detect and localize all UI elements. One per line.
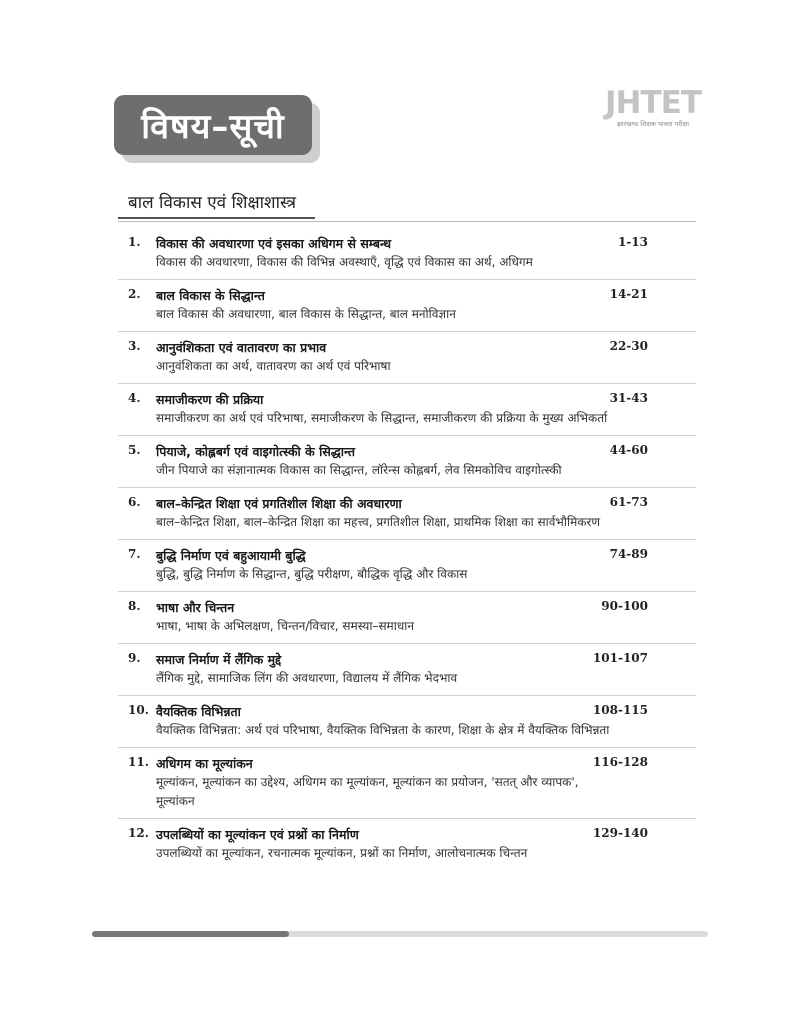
entry-title[interactable]: विकास की अवधारणा एवं इसका अधिगम से सम्बन्ध <box>156 236 392 251</box>
entry-description: आनुवंशिकता का अर्थ, वातावरण का अर्थ एवं परिभाषा <box>156 359 391 373</box>
entry-number: 3. <box>128 339 141 353</box>
entry-title[interactable]: बाल–केन्द्रित शिक्षा एवं प्रगतिशील शिक्षा की अवधारणा <box>156 496 402 511</box>
toc-entry-1[interactable] <box>118 228 696 280</box>
jhtet-logo <box>598 86 708 128</box>
entry-number: 4. <box>128 391 141 405</box>
entry-number: 5. <box>128 443 141 457</box>
entry-title[interactable]: बुद्धि निर्माण एवं बहुआयामी बुद्धि <box>156 548 306 563</box>
toc-entry-10[interactable] <box>118 696 696 748</box>
entry-title[interactable]: समाजीकरण की प्रक्रिया <box>156 392 264 407</box>
entry-title[interactable]: वैयक्तिक विभिन्नता <box>156 704 241 719</box>
entry-pages: 90-100 <box>601 599 648 613</box>
entry-title[interactable]: बाल विकास के सिद्धान्त <box>156 288 265 303</box>
toc-entry-2[interactable] <box>118 280 696 332</box>
toc-entry-8[interactable] <box>118 592 696 644</box>
entry-description: समाजीकरण का अर्थ एवं परिभाषा, समाजीकरण के सिद्धान्त, समाजीकरण की प्रक्रिया के मुख्य अभिकर्ता <box>156 411 608 425</box>
entry-description: उपलब्धियों का मूल्यांकन, रचनात्मक मूल्यांकन, प्रश्नों का निर्माण, आलोचनात्मक चिन्तन <box>156 846 528 860</box>
entry-title[interactable]: समाज निर्माण में लैंगिक मुद्दे <box>156 652 282 667</box>
section-underline <box>118 217 315 219</box>
entry-pages: 44-60 <box>609 443 648 457</box>
toc-entry-11[interactable] <box>118 748 696 819</box>
entry-description: विकास की अवधारणा, विकास की विभिन्न अवस्थाएँ, वृद्धि एवं विकास का अर्थ, अधिगम <box>156 255 533 269</box>
page-progress-bar <box>92 931 708 937</box>
entry-title[interactable]: उपलब्धियों का मूल्यांकन एवं प्रश्नों का निर्माण <box>156 827 359 842</box>
entry-pages: 1-13 <box>617 235 648 249</box>
entry-description: लैंगिक मुद्दे, सामाजिक लिंग की अवधारणा, विद्यालय में लैंगिक भेदभाव <box>156 671 458 685</box>
entry-number: 7. <box>128 547 141 561</box>
toc-entry-9[interactable] <box>118 644 696 696</box>
entry-description: जीन पियाजे का संज्ञानात्मक विकास का सिद्धान्त, लॉरेन्स कोह्लबर्ग, लेव सिमकोविच वाइगोत्स्की <box>156 463 562 477</box>
entry-title[interactable]: भाषा और चिन्तन <box>156 600 235 615</box>
toc-entry-5[interactable] <box>118 436 696 488</box>
entry-description: मूल्यांकन, मूल्यांकन का उद्देश्य, अधिगम का मूल्यांकन, मूल्यांकन का प्रयोजन, 'सतत् और व्यापक', मूल्यांकन <box>156 775 579 808</box>
entry-pages: 101-107 <box>592 651 648 665</box>
entry-pages: 74-89 <box>609 547 648 561</box>
entry-number: 2. <box>128 287 141 301</box>
entry-number: 9. <box>128 651 141 665</box>
entry-number: 6. <box>128 495 141 509</box>
entry-pages: 129-140 <box>592 826 648 840</box>
page-progress-fill <box>92 931 289 937</box>
entry-pages: 108-115 <box>592 703 648 717</box>
entry-description: बाल–केन्द्रित शिक्षा, बाल–केन्द्रित शिक्षा का महत्त्व, प्रगतिशील शिक्षा, प्राथमिक शिक्षा का सार्वभौमिकरण <box>156 515 601 529</box>
table-of-contents <box>118 228 696 870</box>
section-divider <box>118 221 696 222</box>
toc-entry-6[interactable] <box>118 488 696 540</box>
toc-entry-12[interactable] <box>118 819 696 870</box>
entry-pages: 61-73 <box>609 495 648 509</box>
entry-number: 12. <box>128 826 149 840</box>
entry-pages: 116-128 <box>592 755 648 769</box>
section-heading: बाल विकास एवं शिक्षाशास्त्र <box>128 193 297 213</box>
entry-title[interactable]: पियाजे, कोह्लबर्ग एवं वाइगोत्स्की के सिद्धान्त <box>156 444 355 459</box>
entry-number: 10. <box>128 703 149 717</box>
entry-number: 8. <box>128 599 141 613</box>
entry-pages: 22-30 <box>609 339 648 353</box>
toc-entry-7[interactable] <box>118 540 696 592</box>
entry-description: बाल विकास की अवधारणा, बाल विकास के सिद्धान्त, बाल मनोविज्ञान <box>156 307 456 321</box>
entry-number: 1. <box>128 235 141 249</box>
entry-pages: 31-43 <box>609 391 648 405</box>
entry-description: वैयक्तिक विभिन्नता: अर्थ एवं परिभाषा, वैयक्तिक विभिन्नता के कारण, शिक्षा के क्षेत्र में वैयक्तिक विभिन्नता <box>156 723 610 737</box>
entry-description: भाषा, भाषा के अभिलक्षण, चिन्तन/विचार, समस्या–समाधान <box>156 619 414 633</box>
page-title: विषय–सूची <box>114 95 312 155</box>
logo-subtext: झारखण्ड शिक्षक पात्रता परीक्षा <box>617 120 689 128</box>
entry-description: बुद्धि, बुद्धि निर्माण के सिद्धान्त, बुद्धि परीक्षण, बौद्धिक वृद्धि और विकास <box>156 567 468 581</box>
entry-title[interactable]: अधिगम का मूल्यांकन <box>156 756 253 771</box>
toc-entry-4[interactable] <box>118 384 696 436</box>
entry-number: 11. <box>128 755 149 769</box>
entry-title[interactable]: आनुवंशिकता एवं वातावरण का प्रभाव <box>156 340 327 355</box>
entry-pages: 14-21 <box>609 287 648 301</box>
toc-entry-3[interactable] <box>118 332 696 384</box>
logo-text: JHTET <box>605 85 701 121</box>
